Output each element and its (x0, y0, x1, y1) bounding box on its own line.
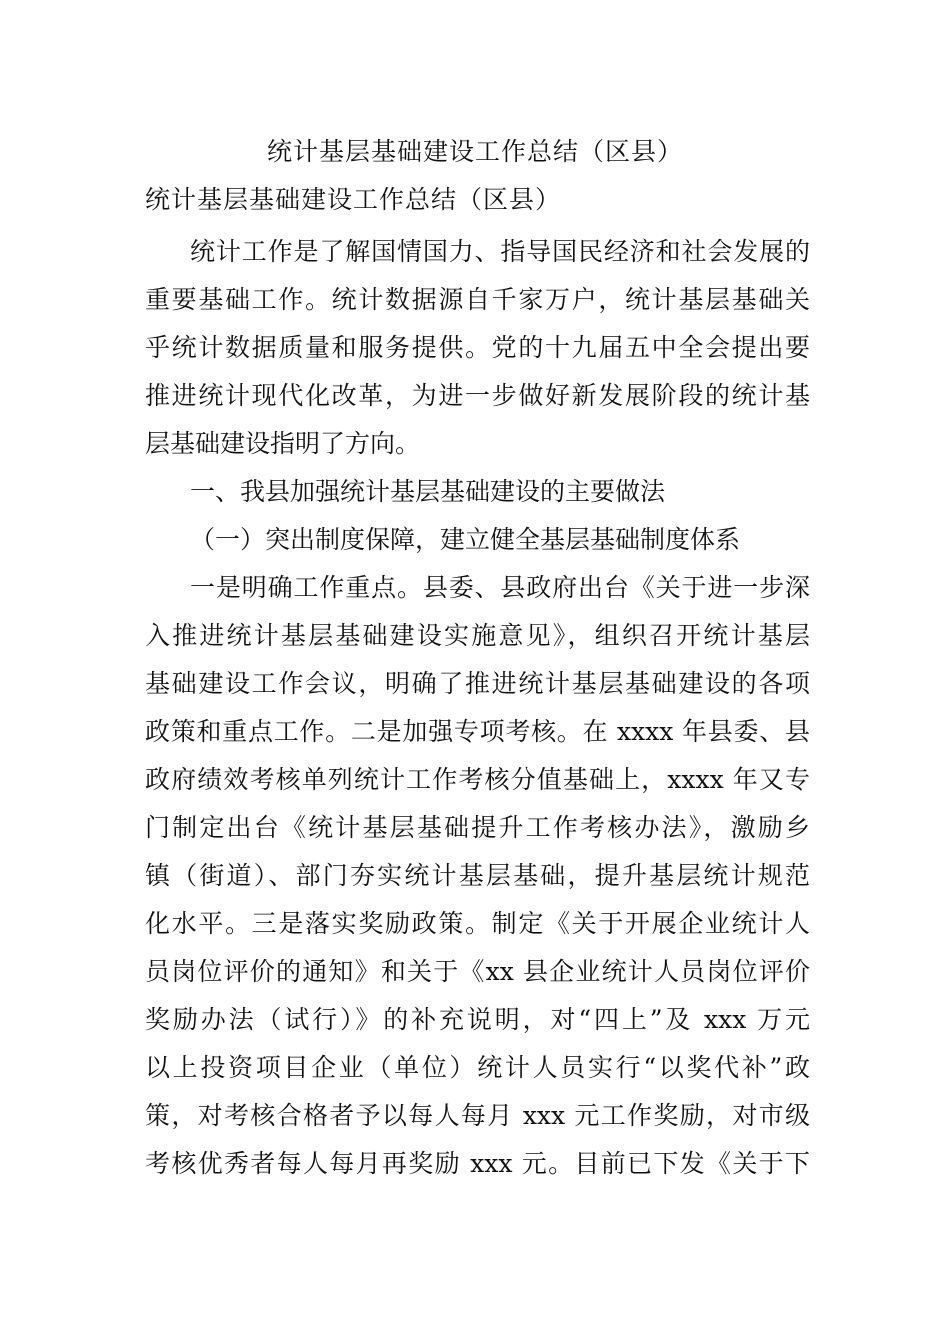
paragraph-line: 奖励办法（试行）》的补充说明，对“四上”及 xxx 万元 (145, 1005, 810, 1034)
section-heading: 一、我县加强统计基层基础建设的主要做法 (190, 477, 666, 506)
document-subtitle: 统计基层基础建设工作总结（区县） (145, 185, 562, 214)
paragraph-line: 员岗位评价的通知》和关于《xx 县企业统计人员岗位评价 (145, 957, 810, 986)
paragraph-line: 乎统计数据质量和服务提供。党的十九届五中全会提出要 (145, 333, 810, 362)
paragraph-line: 门制定出台《统计基层基础提升工作考核办法》，激励乡 (145, 813, 810, 842)
document-body (145, 228, 810, 1188)
paragraph-line: 以上投资项目企业（单位）统计人员实行“以奖代补”政 (145, 1053, 810, 1082)
paragraph-line: 策，对考核合格者予以每人每月 xxx 元工作奖励，对市级 (145, 1101, 810, 1130)
paragraph-line: 一是明确工作重点。县委、县政府出台《关于进一步深 (190, 573, 810, 602)
subsection-heading: （一）突出制度保障，建立健全基层基础制度体系 (190, 525, 741, 554)
document-title: 统计基层基础建设工作总结（区县） (266, 137, 683, 166)
paragraph-line: 层基础建设指明了方向。 (145, 429, 421, 458)
paragraph-line: 基础建设工作会议，明确了推进统计基层基础建设的各项 (145, 669, 810, 698)
paragraph-line: 政府绩效考核单列统计工作考核分值基础上，xxxx 年又专 (145, 765, 810, 794)
paragraph-line: 重要基础工作。统计数据源自千家万户，统计基层基础关 (145, 285, 810, 314)
paragraph-line: 考核优秀者每人每月再奖励 xxx 元。目前已下发《关于下 (145, 1149, 810, 1178)
paragraph-line: 统计工作是了解国情国力、指导国民经济和社会发展的 (190, 237, 810, 266)
paragraph-line: 政策和重点工作。二是加强专项考核。在 xxxx 年县委、县 (145, 717, 810, 746)
paragraph-line: 入推进统计基层基础建设实施意见》，组织召开统计基层 (145, 621, 810, 650)
paragraph-line: 化水平。三是落实奖励政策。制定《关于开展企业统计人 (145, 909, 810, 938)
paragraph-line: 镇（街道）、部门夯实统计基层基础，提升基层统计规范 (145, 861, 810, 890)
paragraph-line: 推进统计现代化改革，为进一步做好新发展阶段的统计基 (145, 381, 810, 410)
